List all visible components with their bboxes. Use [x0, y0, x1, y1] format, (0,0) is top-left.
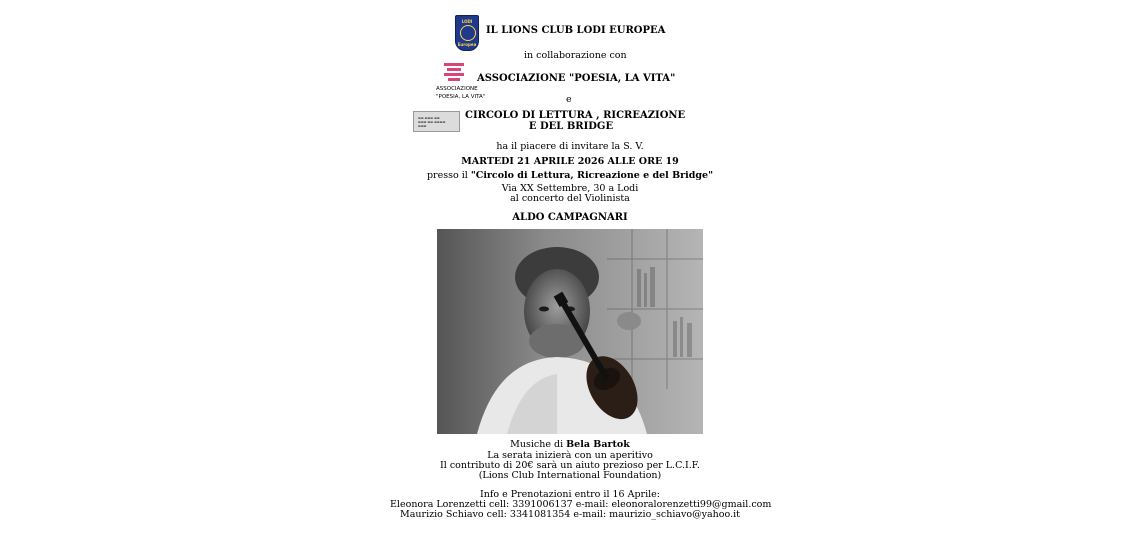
violinist-photo — [437, 229, 703, 434]
foundation-line: (Lions Club International Foundation) — [478, 470, 662, 481]
contribution-line: Il contributo di 20€ sarà un aiuto prezioso per L.C.I.F. — [440, 460, 700, 471]
poesia-logo-caption-1: ASSOCIAZIONE — [436, 86, 478, 92]
circolo-title-line2: E DEL BRIDGE — [528, 121, 614, 132]
violinist-photo-illustration — [437, 229, 703, 434]
poesia-logo-caption-2: "POESIA, LA VITA" — [436, 94, 486, 100]
collaboration-line: in collaborazione con — [524, 50, 627, 61]
venue-prefix: presso il — [426, 170, 471, 181]
lions-logo-bottom-text: Europea — [457, 42, 477, 47]
music-prefix: Musiche di — [510, 439, 567, 450]
venue-name: "Circolo di Lettura, Ricreazione e del Bridge" — [470, 170, 714, 181]
lions-club-logo-icon — [455, 15, 479, 51]
and-word: e — [566, 94, 572, 105]
circolo-title-line1: CIRCOLO DI LETTURA , RICREAZIONE — [465, 110, 686, 121]
composer-name: Bela Bartok — [566, 439, 630, 450]
music-line — [400, 439, 740, 450]
contact-maurizio: Maurizio Schiavo cell: 3341081354 e-mail: maurizio_schiavo@yahoo.it — [400, 509, 740, 520]
poesia-logo-icon — [444, 63, 465, 84]
circolo-logo-icon: ▬▬ ▬▬▬ ▬▬ ▬▬▬ ▬▬ ▬▬▬▬ ▬▬▬ — [413, 111, 460, 132]
artist-name: ALDO CAMPAGNARI — [512, 212, 628, 223]
venue-address: Via XX Settembre, 30 a Lodi — [501, 183, 639, 194]
event-date: MARTEDI 21 APRILE 2026 ALLE ORE 19 — [461, 156, 679, 167]
contact-eleonora: Eleonora Lorenzetti cell: 3391006137 e-mail: eleonoralorenzetti99@gmail.com — [390, 499, 772, 510]
association-title: ASSOCIAZIONE "POESIA, LA VITA" — [477, 73, 676, 84]
lions-logo-ring — [460, 25, 476, 41]
lions-logo-top-text: LODI — [461, 19, 473, 24]
aperitivo-line: La serata inizierà con un aperitivo — [487, 450, 653, 461]
venue-line — [400, 170, 740, 181]
lions-club-title: IL LIONS CLUB LODI EUROPEA — [486, 25, 666, 36]
info-line: Info e Prenotazioni entro il 16 Aprile: — [479, 489, 660, 500]
invite-line: ha il piacere di invitare la S. V. — [496, 141, 644, 152]
concert-line: al concerto del Violinista — [510, 193, 630, 204]
